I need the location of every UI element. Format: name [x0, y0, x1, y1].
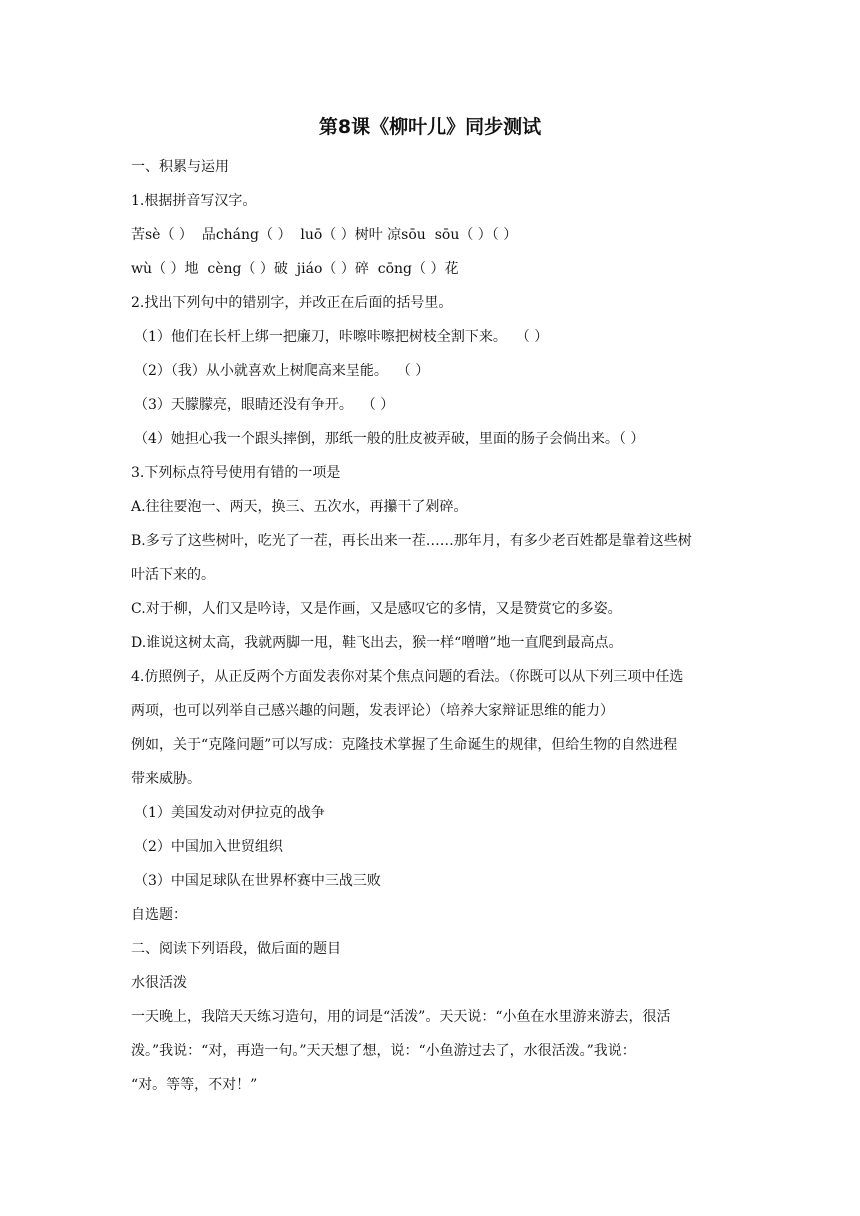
question-1: 1.根据拼音写汉字。 — [131, 193, 257, 209]
section-heading: 一、积累与运用 — [131, 159, 229, 175]
self-selected-topic: 自选题： — [131, 907, 187, 923]
topic-3: （3）中国足球队在世界杯赛中三战三败 — [134, 873, 381, 889]
page-title: 第8课《柳叶儿》同步测试 — [318, 116, 542, 138]
topic-2: （2）中国加入世贸组织 — [134, 839, 283, 855]
question-2-item-3: （3）天朦朦亮，眼睛还没有争开。 （ ） — [134, 397, 395, 413]
topic-1: （1）美国发动对伊拉克的战争 — [134, 805, 325, 821]
question-2: 2.找出下列句中的错别字，并改正在后面的括号里。 — [131, 295, 453, 311]
passage-line-3: “对。等等，不对！” — [131, 1077, 258, 1093]
example-text-continued: 带来威胁。 — [131, 771, 201, 787]
passage-line-2: 泼。”我说：“对，再造一句。”天天想了想，说：“小鱼游过去了，水很活泼。”我说： — [131, 1043, 636, 1059]
question-2-item-4: （4）她担心我一个跟头摔倒，那纸一般的肚皮被弄破，里面的肠子会倘出来。（ ） — [134, 431, 645, 447]
example-text: 例如，关于“克隆问题”可以写成：克隆技术掌握了生命诞生的规律，但给生物的自然进程 — [131, 737, 678, 753]
option-c: C.对于柳，人们又是吟诗，又是作画，又是感叹它的多情，又是赞赏它的多姿。 — [131, 601, 622, 617]
question-4-continued: 两项，也可以列举自己感兴趣的问题，发表评论）（培养大家辩证思维的能力） — [131, 703, 614, 719]
pinyin-line-2: wù（ ）地 cèng（ ）破 jiáo（ ）碎 cōng（ ）花 — [131, 261, 459, 277]
document-body — [131, 150, 734, 1102]
question-2-item-1: （1）他们在长杆上绑一把廉刀，咔嚓咔嚓把树枝全割下来。 （ ） — [134, 329, 549, 345]
pinyin-line-1: 苦sè（ ） 品cháng（ ） luō（ ）树叶 凉sōu sōu（ ）（ ） — [131, 227, 518, 243]
section-heading-2: 二、阅读下列语段，做后面的题目 — [131, 941, 341, 957]
passage-title: 水很活泼 — [131, 975, 187, 991]
option-b: B.多亏了这些树叶，吃光了一茬，再长出来一茬……那年月，有多少老百姓都是靠着这些树 — [131, 533, 692, 549]
question-4: 4.仿照例子，从正反两个方面发表你对某个焦点问题的看法。（你既可以从下列三项中任选 — [131, 669, 684, 685]
option-a: A.往往要泡一、两天，换三、五次水，再攥干了剁碎。 — [131, 499, 468, 515]
passage-line-1: 一天晚上，我陪天天练习造句，用的词是“活泼”。天天说：“小鱼在水里游来游去，很活 — [131, 1009, 671, 1025]
question-3: 3.下列标点符号使用有错的一项是 — [131, 465, 341, 481]
question-2-item-2: （2）（我）从小就喜欢上树爬高来呈能。 （ ） — [134, 363, 430, 379]
option-d: D.谁说这树太高，我就两脚一甩，鞋飞出去，猴一样“噌噌”地一直爬到最高点。 — [131, 635, 623, 651]
option-b-continued: 叶活下来的。 — [131, 567, 215, 583]
